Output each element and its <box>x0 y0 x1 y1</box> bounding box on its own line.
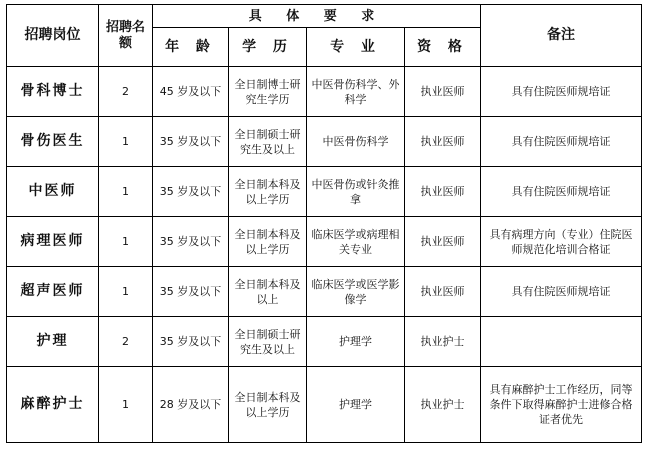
cell-quota: 1 <box>99 267 153 317</box>
cell-qualification: 执业医师 <box>405 217 481 267</box>
cell-age: 35 岁及以下 <box>153 317 229 367</box>
cell-education: 全日制博士研究生学历 <box>229 67 307 117</box>
cell-qualification: 执业医师 <box>405 67 481 117</box>
cell-quota: 2 <box>99 67 153 117</box>
cell-position: 骨科博士 <box>7 67 99 117</box>
cell-education: 全日制本科及以上 <box>229 267 307 317</box>
cell-major: 中医骨伤或针灸推拿 <box>307 167 405 217</box>
cell-qualification: 执业医师 <box>405 167 481 217</box>
cell-position: 病理医师 <box>7 217 99 267</box>
cell-remarks: 具有住院医师规培证 <box>481 67 642 117</box>
table-row <box>7 367 642 443</box>
cell-qualification: 执业医师 <box>405 267 481 317</box>
cell-age: 28 岁及以下 <box>153 367 229 443</box>
cell-quota: 1 <box>99 117 153 167</box>
cell-remarks: 具有住院医师规培证 <box>481 117 642 167</box>
cell-major: 临床医学或病理相关专业 <box>307 217 405 267</box>
header-quota: 招聘名额 <box>99 5 153 67</box>
header-major: 专 业 <box>307 28 405 67</box>
cell-position: 麻醉护士 <box>7 367 99 443</box>
table-row <box>7 167 642 217</box>
cell-age: 45 岁及以下 <box>153 67 229 117</box>
cell-position: 中医师 <box>7 167 99 217</box>
cell-age: 35 岁及以下 <box>153 117 229 167</box>
cell-education: 全日制本科及以上学历 <box>229 167 307 217</box>
cell-education: 全日制硕士研究生及以上 <box>229 317 307 367</box>
cell-remarks: 具有麻醉护士工作经历，同等条件下取得麻醉护士进修合格证者优先 <box>481 367 642 443</box>
cell-major: 护理学 <box>307 317 405 367</box>
cell-remarks: 具有住院医师规培证 <box>481 167 642 217</box>
cell-remarks <box>481 317 642 367</box>
cell-major: 临床医学或医学影像学 <box>307 267 405 317</box>
cell-position: 超声医师 <box>7 267 99 317</box>
header-position: 招聘岗位 <box>7 5 99 67</box>
table-row <box>7 117 642 167</box>
cell-remarks: 具有住院医师规培证 <box>481 267 642 317</box>
cell-education: 全日制本科及以上学历 <box>229 367 307 443</box>
cell-education: 全日制硕士研究生及以上 <box>229 117 307 167</box>
table-row <box>7 317 642 367</box>
cell-education: 全日制本科及以上学历 <box>229 217 307 267</box>
header-requirements: 具 体 要 求 <box>153 5 481 28</box>
cell-age: 35 岁及以下 <box>153 217 229 267</box>
header-qualification: 资 格 <box>405 28 481 67</box>
cell-position: 骨伤医生 <box>7 117 99 167</box>
table-row <box>7 67 642 117</box>
cell-major: 护理学 <box>307 367 405 443</box>
cell-remarks: 具有病理方向（专业）住院医师规范化培训合格证 <box>481 217 642 267</box>
cell-major: 中医骨伤科学 <box>307 117 405 167</box>
cell-age: 35 岁及以下 <box>153 167 229 217</box>
cell-quota: 1 <box>99 217 153 267</box>
table-row <box>7 217 642 267</box>
cell-quota: 1 <box>99 167 153 217</box>
header-education: 学 历 <box>229 28 307 67</box>
cell-qualification: 执业护士 <box>405 367 481 443</box>
header-remarks: 备注 <box>481 5 642 67</box>
cell-position: 护理 <box>7 317 99 367</box>
cell-quota: 1 <box>99 367 153 443</box>
cell-qualification: 执业医师 <box>405 117 481 167</box>
cell-age: 35 岁及以下 <box>153 267 229 317</box>
cell-major: 中医骨伤科学、外科学 <box>307 67 405 117</box>
cell-qualification: 执业护士 <box>405 317 481 367</box>
table-row <box>7 267 642 317</box>
header-age: 年 龄 <box>153 28 229 67</box>
cell-quota: 2 <box>99 317 153 367</box>
recruitment-table <box>6 4 642 443</box>
